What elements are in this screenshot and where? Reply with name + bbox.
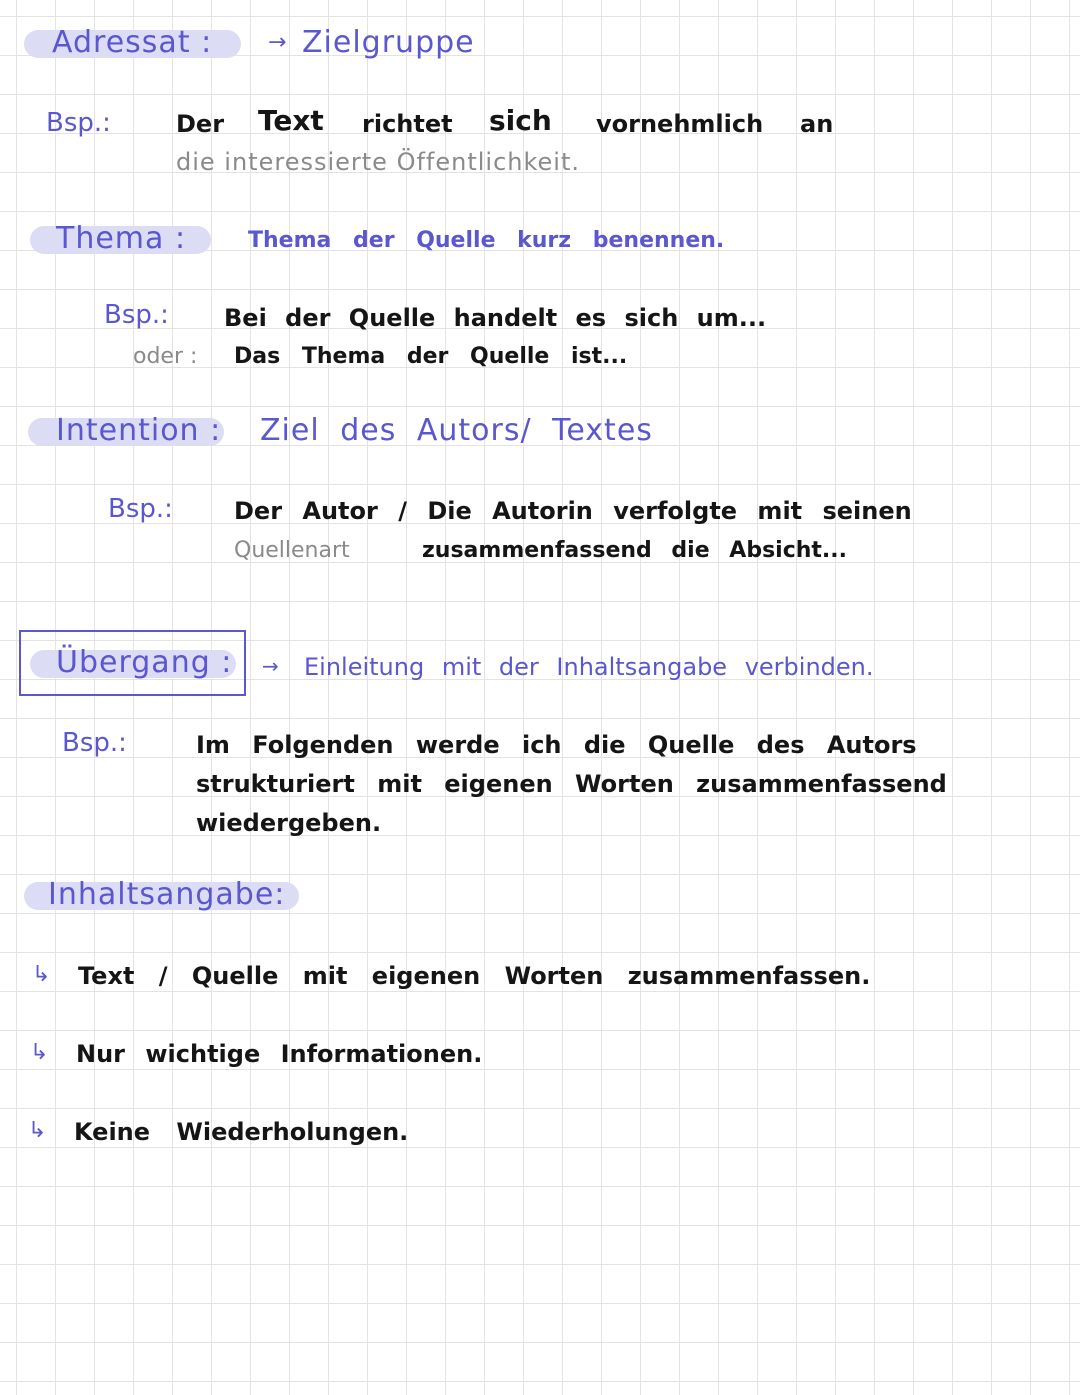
thema-description: Thema der Quelle kurz benennen. [248,228,725,253]
adressat-example-word: an [800,110,834,138]
intention-example-line2: zusammenfassend die Absicht... [422,538,848,563]
adressat-example-word: sich [489,104,552,137]
adressat-example-word: richtet [362,110,453,138]
adressat-example-word: vornehmlich [596,110,764,138]
intention-description: Ziel des Autors/ Textes [260,413,653,448]
adressat-bsp-label: Bsp.: [46,108,111,138]
arrow-right-icon: → [268,30,287,55]
thema-example-line2: Das Thema der Quelle ist... [234,344,628,369]
thema-oder-label: oder : [133,344,198,369]
adressat-example-line2: die interessierte Öffentlichkeit. [176,148,581,176]
uebergang-bsp-label: Bsp.: [62,728,127,758]
intention-example-source-type: Quellenart [234,538,350,563]
adressat-description: Zielgruppe [302,25,475,60]
thema-bsp-label: Bsp.: [104,300,169,330]
inhaltsangabe-label: Inhaltsangabe: [48,877,286,912]
adressat-label: Adressat : [52,25,213,60]
arrow-right-icon: → [262,654,279,678]
corner-arrow-icon: ↳ [28,1118,47,1143]
uebergang-description: Einleitung mit der Inhaltsangabe verbinden. [304,653,874,681]
intention-example-line1: Der Autor / Die Autorin verfolgte mit seinen [234,497,912,525]
intention-label: Intention : [56,413,222,448]
inhaltsangabe-item: Keine Wiederholungen. [74,1118,409,1146]
uebergang-example-line1: Im Folgenden werde ich die Quelle des Autors [196,731,917,759]
thema-label: Thema : [56,221,187,256]
uebergang-label: Übergang : [56,645,233,680]
uebergang-example-line3: wiedergeben. [196,809,382,837]
corner-arrow-icon: ↳ [32,962,51,987]
thema-example-line1: Bei der Quelle handelt es sich um... [224,304,767,332]
adressat-example-word: Text [258,104,324,137]
inhaltsangabe-item: Nur wichtige Informationen. [76,1040,483,1068]
corner-arrow-icon: ↳ [30,1040,49,1065]
intention-bsp-label: Bsp.: [108,494,173,524]
uebergang-example-line2: strukturiert mit eigenen Worten zusammenfassend [196,770,947,798]
adressat-example-word: Der [176,110,225,138]
inhaltsangabe-item: Text / Quelle mit eigenen Worten zusammenfassen. [78,962,871,990]
